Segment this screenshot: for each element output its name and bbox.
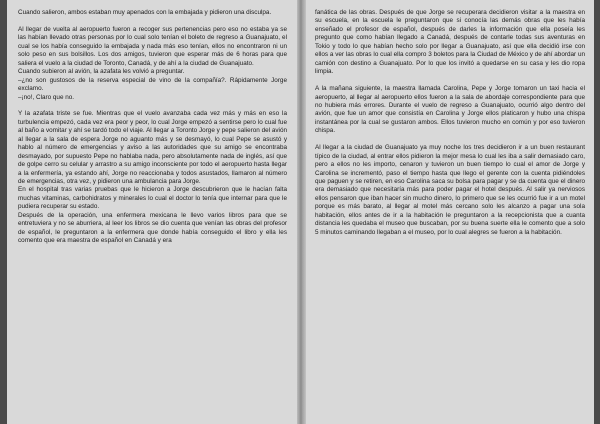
right-page [306, 0, 594, 424]
book-gutter [297, 0, 306, 424]
paragraph: Al llegar de vuelta al aeropuerto fueron a recoger sus pertenencias pero eso no estaba ya se las habían llevado otras personas por lo cual solo tenían el boleto de regreso a Guanajuato, el cual se los había conseguido la embajada y nada más eso tenían, ellos no encontraron ni un solo peso en sus bolsillos. Los dos amigos, tuvieron que esperar más de 6 horas para que saliera el vuelo a la ciudad de Toronto, Canadá, y de ahí a la ciudad de Guanajuato. [18, 25, 287, 67]
dialogue-line: –¿no son gustosos de la reserva especial de vino de la compañía?. Rápidamente Jorge exclamo. [18, 76, 287, 93]
paragraph: fanática de las obras. Después de que Jorge se recuperara decidieron visitar a la maestra en su escuela, en la escuela le preguntaron que si conocía las demás obras que les había enseñado el profesor de español, después de darles la información que ella poseía les pregunto que como habían llegado a Canadá, después de contarle todas sus aventuras en Tokio y todo lo que habían hecho solo por llegar a Guanajuato, así que ella decidió irse con ellos a ver las obras lo cual ella compro 3 boletos para la Ciudad de México y de ahí abordar un camión con destino a Guanajuato. Por lo que los invitó a quedarse en su casa y les dio ropa limpia. [315, 9, 585, 76]
dialogue-line: –¡no!, Claro que no. [18, 93, 75, 101]
paragraph: En el hospital tras varias pruebas que le hicieron a Jorge descubrieron que le hacían falta muchas vitaminas, carbohidratos y minerales lo cual el doctor lo tenía que internar para que le pudiera recuperar su estado. [18, 186, 287, 211]
paragraph: A la mañana siguiente, la maestra llamada Carolina, Pepe y Jorge tomaron un taxi hacia el aeropuerto, al llegar al aeropuerto ellos fueron a la sala de abordaje correspondiente para que no hubiera más errores. Durante el vuelo de regreso a Guanajuato, ocurrió algo dentro del avión, que fue un amor que consistía en Carolina y Jorge ellos platicaron y hubo una chispa instantánea por la cual se gustaron ambos. Ellos tuvieron mucho en común y por eso tuvieron chispa. [315, 85, 585, 135]
paragraph: Y la azafata triste se fue. Mientras que el vuelo avanzaba cada vez más y más en eso la turbulencia empezó, cada vez era peor y peor, lo cual Jorge empezó a sentirse pero lo cual fue al baño a vomitar y ahí se tardó todo el viaje. Al llegar a Toronto Jorge y pepe salieron del avión al llegar a la sala de espera Jorge no aguanto más y se desmayó, lo cual Pepe se asustó y hablo al número de emergencias y aviso a las autoridades que su amigo se encontraba desmayado, por supuesto Pepe no hablaba nada, pero absolutamente nada de inglés, así que de golpe cerro su celular y arrastro a su amigo inconsciente por todo el aeropuerto hasta llegar a la enfermería, ya estando ahí, Jorge no reaccionaba y todos asustados, llamaron al número de emergencias, otra vez, y pidieron una ambulancia para Jorge. [18, 110, 287, 186]
left-page [7, 0, 297, 424]
paragraph: Cuando subieron al avión, la azafata les volvió a preguntar. [18, 68, 185, 76]
paragraph: Cuando salieron, ambos estaban muy apenados con la embajada y pidieron una disculpa. [18, 9, 272, 16]
paragraph: Al llegar a la ciudad de Guanajuato ya muy noche los tres decidieron ir a un buen restaurant típico de la ciudad, al entrar ellos pidieron la mejor mesa lo cual les iba a salir demasiado caro, pero a ellos no les importo, cenaron y tuvieron un buen tiempo lo cual el amor de Jorge y Carolina se incrementó, paso el tiempo hasta que llego el gerente con la cuenta pidiéndoles que paguen y se retiren, en eso Carolina saca su bolsa para pagar y se da cuenta que el dinero era demasiado que necesitaría más para poder pagar el hotel después. Al salir ya nerviosos ellos pensaron que iban hacer sin mucho dinero, lo primero que se les ocurrió fue ir a un motel porque es más barato, al llegar al motel más cercano solo les alcanzo a pagar una sola habitación, ellos antes de ir a la habitación le preguntaron a la recepcionista que a cuanta distancia les quedaba el museo que buscaban, por su buena suerte ella le comento que a solo 5 minutos caminando llegaban a el museo, por lo cual alegres se fueron a la habitación. [315, 144, 585, 236]
paragraph: Después de la operación, una enfermera mexicana le llevo varios libros para que se entretuviera y no se aburriera, al leer los libros se dio cuenta que venían las obras del profesor de español, le preguntaron a la enfermera que donde había conseguido el libro y ella les comento que era maestra de español en Canadá y era [18, 211, 287, 245]
